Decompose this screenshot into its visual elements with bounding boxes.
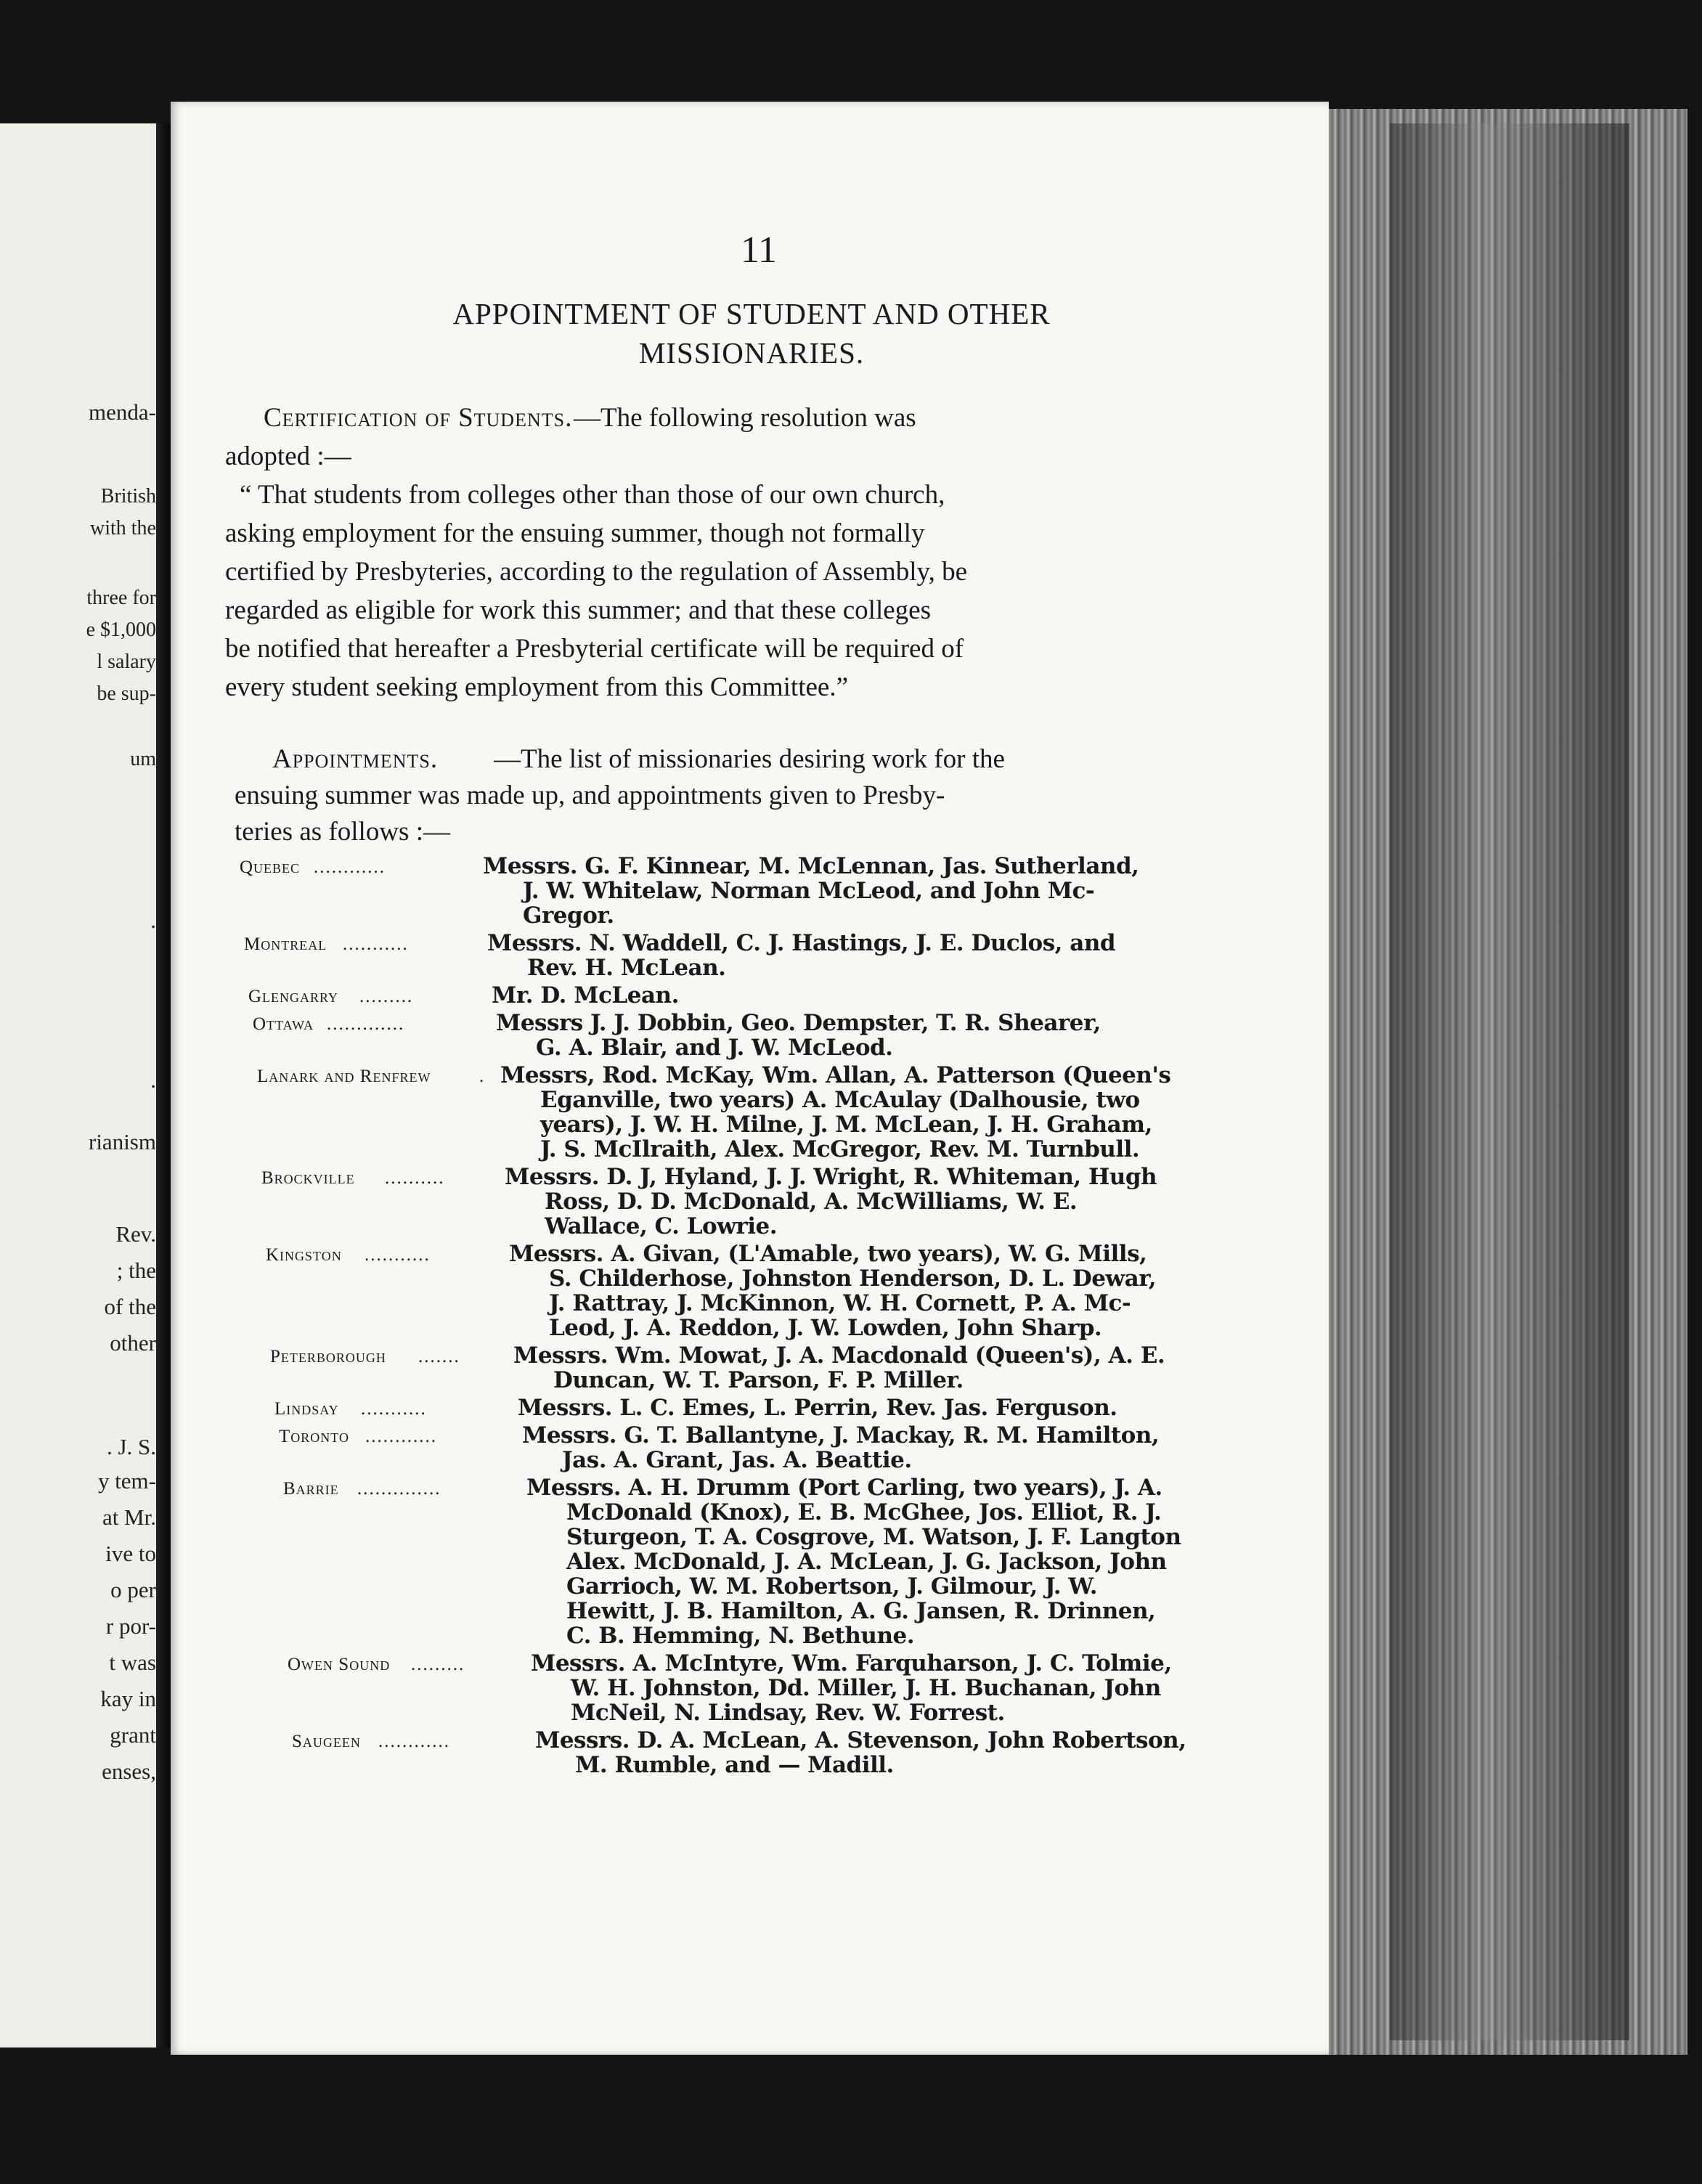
- presbytery-label: Ottawa: [253, 1014, 314, 1034]
- left-page-fragment: British: [100, 485, 156, 508]
- presbytery-label: Peterborough: [270, 1347, 386, 1366]
- left-page-fragment: three for: [86, 587, 156, 609]
- appointee-line: Gregor.: [523, 902, 614, 929]
- presbytery-label: Barrie: [283, 1479, 339, 1499]
- presbytery-label: Quebec: [240, 857, 301, 877]
- leader-dots: .......: [418, 1347, 460, 1366]
- leader-dots: ...........: [343, 934, 409, 954]
- appointee-line: Jas. A. Grant, Jas. A. Beattie.: [562, 1447, 912, 1473]
- appointee-line: S. Childerhose, Johnston Henderson, D. L. Dewar,: [549, 1266, 1157, 1292]
- certification-text-line: “ That students from colleges other than those of our own church,: [240, 480, 945, 510]
- appointee-line: Messrs. Wm. Mowat, J. A. Macdonald (Queen's), A. E.: [513, 1342, 1165, 1369]
- appointments-text-line: ensuing summer was made up, and appointments given to Presby-: [235, 781, 945, 810]
- leader-dots: ............: [365, 1427, 437, 1446]
- left-page-fragment: menda-: [89, 399, 156, 425]
- appointee-line: Messrs. D. A. McLean, A. Stevenson, John Robertson,: [535, 1727, 1186, 1753]
- leader-dots: .: [479, 1067, 486, 1086]
- appointee-line: Messrs. D. J, Hyland, J. J. Wright, R. Whiteman, Hugh: [505, 1164, 1157, 1190]
- appointee-line: Messrs. A. McIntyre, Wm. Farquharson, J. C. Tolmie,: [531, 1650, 1172, 1676]
- appointee-line: G. A. Blair, and J. W. McLeod.: [536, 1035, 893, 1061]
- leader-dots: ...........: [361, 1399, 427, 1419]
- certification-text-line: certified by Presbyteries, according to the regulation of Assembly, be: [225, 557, 967, 587]
- appointee-line: Messrs. A. Givan, (L'Amable, two years), W. G. Mills,: [509, 1241, 1147, 1267]
- book-page-edges: [1300, 109, 1687, 2055]
- certification-text-line: adopted :—: [225, 441, 351, 471]
- appointee-line: McDonald (Knox), E. B. McGhee, Jos. Elliot, R. J.: [566, 1499, 1162, 1525]
- appointee-line: Garrioch, W. M. Robertson, J. Gilmour, J. W.: [566, 1573, 1098, 1600]
- appointments-heading: Appointments.: [272, 744, 439, 774]
- book-page: [171, 102, 1329, 2055]
- left-page-fragment: ; the: [116, 1258, 156, 1283]
- appointee-line: J. W. Whitelaw, Norman McLeod, and John Mc-: [523, 878, 1095, 904]
- left-page-fragment: kay in: [100, 1686, 156, 1711]
- leader-dots: ............: [314, 857, 386, 877]
- presbytery-label: Montreal: [244, 934, 327, 954]
- appointee-line: Wallace, C. Lowrie.: [545, 1213, 778, 1239]
- left-page-fragment: l salary: [97, 651, 156, 673]
- presbytery-label: Owen Sound: [288, 1655, 391, 1674]
- appointee-line: Duncan, W. T. Parson, F. P. Miller.: [553, 1367, 964, 1393]
- presbytery-label: Saugeen: [292, 1732, 361, 1751]
- appointee-line: J. S. McIlraith, Alex. McGregor, Rev. M. Turnbull.: [540, 1136, 1140, 1162]
- presbytery-label: Kingston: [266, 1245, 342, 1265]
- certification-text-line: regarded as eligible for work this summer; and that these colleges: [225, 595, 931, 625]
- book-gutter: [156, 123, 171, 2048]
- appointee-line: W. H. Johnston, Dd. Miller, J. H. Buchanan, John: [571, 1675, 1161, 1701]
- left-page-fragment: y tem-: [97, 1468, 156, 1494]
- appointee-line: Leod, J. A. Reddon, J. W. Lowden, John Sharp.: [549, 1315, 1102, 1341]
- presbytery-label: Brockville: [261, 1168, 355, 1188]
- appointee-line: Hewitt, J. B. Hamilton, A. G. Jansen, R. Drinnen,: [566, 1598, 1156, 1624]
- left-page-fragment: e $1,000: [86, 619, 156, 641]
- left-page-fragment: t was: [109, 1650, 156, 1675]
- left-page-fragment: . J. S.: [106, 1434, 156, 1459]
- leader-dots: ..........: [385, 1168, 445, 1188]
- appointee-line: Eganville, two years) A. McAulay (Dalhousie, two: [540, 1087, 1140, 1113]
- left-page-fragment: um: [130, 748, 156, 770]
- appointee-line: Messrs. G. F. Kinnear, M. McLennan, Jas. Sutherland,: [483, 853, 1139, 879]
- leader-dots: ..............: [357, 1479, 441, 1499]
- leader-dots: ............: [378, 1732, 450, 1751]
- certification-text-line: —The following resolution was: [574, 403, 916, 433]
- appointee-line: years), J. W. H. Milne, J. M. McLean, J. H. Graham,: [540, 1112, 1152, 1138]
- appointee-line: Messrs. G. T. Ballantyne, J. Mackay, R. M. Hamilton,: [522, 1422, 1160, 1448]
- leader-dots: ...........: [365, 1245, 431, 1265]
- left-page-fragment: o per: [110, 1577, 156, 1602]
- presbytery-label: Lanark and Renfrew: [257, 1067, 431, 1086]
- appointee-line: Sturgeon, T. A. Cosgrove, M. Watson, J. F. Langton: [566, 1524, 1181, 1550]
- leader-dots: .............: [327, 1014, 405, 1034]
- appointee-line: Rev. H. McLean.: [527, 955, 726, 981]
- left-page-fragment: be sup-: [97, 682, 156, 705]
- appointee-line: Ross, D. D. McDonald, A. McWilliams, W. E.: [545, 1189, 1078, 1215]
- left-page-fragment: grant: [110, 1722, 156, 1748]
- appointee-line: M. Rumble, and — Madill.: [575, 1752, 894, 1778]
- left-page-fragment: .: [150, 908, 156, 933]
- certification-heading: Certification of Students.: [264, 403, 573, 433]
- appointee-line: Mr. D. McLean.: [492, 982, 679, 1009]
- presbytery-label: Lindsay: [274, 1399, 339, 1419]
- left-page-fragment: enses,: [102, 1759, 156, 1784]
- leader-dots: .........: [411, 1655, 465, 1674]
- appointee-line: C. B. Hemming, N. Bethune.: [566, 1623, 915, 1649]
- section-title-line-2: MISSIONARIES.: [638, 336, 865, 370]
- page-number: 11: [740, 229, 778, 271]
- left-page-fragment: at Mr.: [102, 1504, 156, 1530]
- section-title-line-1: APPOINTMENT OF STUDENT AND OTHER: [452, 297, 1051, 330]
- presbytery-label: Toronto: [279, 1427, 349, 1446]
- appointee-line: Messrs, Rod. McKay, Wm. Allan, A. Patterson (Queen's: [500, 1062, 1171, 1088]
- left-page-fragment: Rev.: [115, 1221, 156, 1247]
- certification-text-line: be notified that hereafter a Presbyterial certificate will be required of: [225, 634, 964, 664]
- left-page-fragment: with the: [90, 517, 156, 539]
- appointee-line: Messrs. L. C. Emes, L. Perrin, Rev. Jas. Ferguson.: [518, 1395, 1117, 1421]
- left-page-fragment: .: [150, 1067, 156, 1093]
- left-page-fragment: of the: [104, 1294, 156, 1319]
- left-page-fragment: other: [110, 1330, 156, 1356]
- certification-text-line: every student seeking employment from this Committee.”: [225, 672, 849, 702]
- left-page-fragment: rianism: [89, 1129, 156, 1154]
- leader-dots: .........: [359, 987, 414, 1006]
- appointee-line: Messrs J. J. Dobbin, Geo. Dempster, T. R. Shearer,: [496, 1010, 1101, 1036]
- appointments-text-line: —The list of missionaries desiring work for the: [494, 744, 1005, 774]
- presbytery-label: Glengarry: [248, 987, 339, 1006]
- appointee-line: J. Rattray, J. McKinnon, W. H. Cornett, P. A. Mc-: [549, 1290, 1131, 1316]
- appointments-text-line: teries as follows :—: [235, 817, 450, 847]
- left-page-fragment: ive to: [105, 1541, 156, 1566]
- certification-text-line: asking employment for the ensuing summer, though not formally: [225, 518, 925, 548]
- appointee-line: Messrs. A. H. Drumm (Port Carling, two years), J. A.: [526, 1475, 1163, 1501]
- left-page-fragment: r por-: [105, 1613, 156, 1639]
- appointee-line: Messrs. N. Waddell, C. J. Hastings, J. E. Duclos, and: [487, 930, 1116, 956]
- appointee-line: McNeil, N. Lindsay, Rev. W. Forrest.: [571, 1700, 1005, 1726]
- appointee-line: Alex. McDonald, J. A. McLean, J. G. Jackson, John: [566, 1549, 1167, 1575]
